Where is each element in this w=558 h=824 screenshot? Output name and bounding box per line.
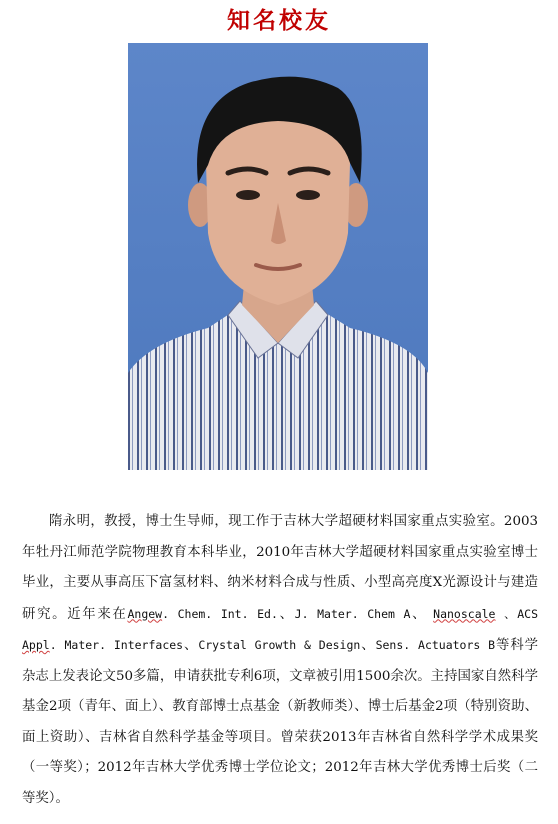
journal-cgd: Crystal Growth & Design <box>198 638 361 652</box>
bio-achievements: 等科学杂志上发表论文50多篇，申请获批专利6项，文章被引用1500余次。主持国家自然科学基金2项（青年、面上）、教育部博士点基金（新教师类）、博士后基金2项（特别资助、面上资助）、吉林省自然科学基金等项目。曾荣获2013年吉林省自然科学学术成果奖（一等奖）；2012年吉林大学优秀博士学位论文；2012年吉林大学优秀博士后奖（二等奖）。 <box>22 638 539 806</box>
journal-angew-abbr: Angew <box>127 606 163 621</box>
journal-nanoscale: Nanoscale <box>433 606 496 621</box>
journal-angew-rest: . Chem. Int. Ed. <box>162 606 278 621</box>
journal-angew <box>127 607 277 621</box>
portrait-photo <box>128 43 428 470</box>
separator: 、 <box>277 606 295 622</box>
bio-text <box>22 507 538 814</box>
page-title: 知名校友 <box>227 7 331 34</box>
journal-sens-actuators: Sens. Actuators B <box>375 638 496 652</box>
separator: 、 <box>183 638 199 653</box>
separator: 、ACS <box>495 606 539 621</box>
journal-acs-ami-abbr: Appl <box>22 638 50 652</box>
portrait-illustration <box>128 43 428 470</box>
separator: 、 <box>360 638 376 653</box>
journal-acs-ami <box>22 638 183 652</box>
separator: 、 <box>410 606 434 622</box>
bio-intro: 隋永明，教授，博士生导师，现工作于吉林大学超硬材料国家重点实验室。2003年牡丹江师范学院物理教育本科毕业，2010年吉林大学超硬材料国家重点实验室博士毕业，主要从事高压下富氢材料、纳米材料合成与性质、小型高亮度X光源设计与建造研究。近年来在 <box>22 514 538 622</box>
bio-paragraph <box>22 507 538 814</box>
journal-acs-ami-rest: . Mater. Interfaces <box>49 638 184 652</box>
journal-jmca: J. Mater. Chem A <box>294 606 411 621</box>
